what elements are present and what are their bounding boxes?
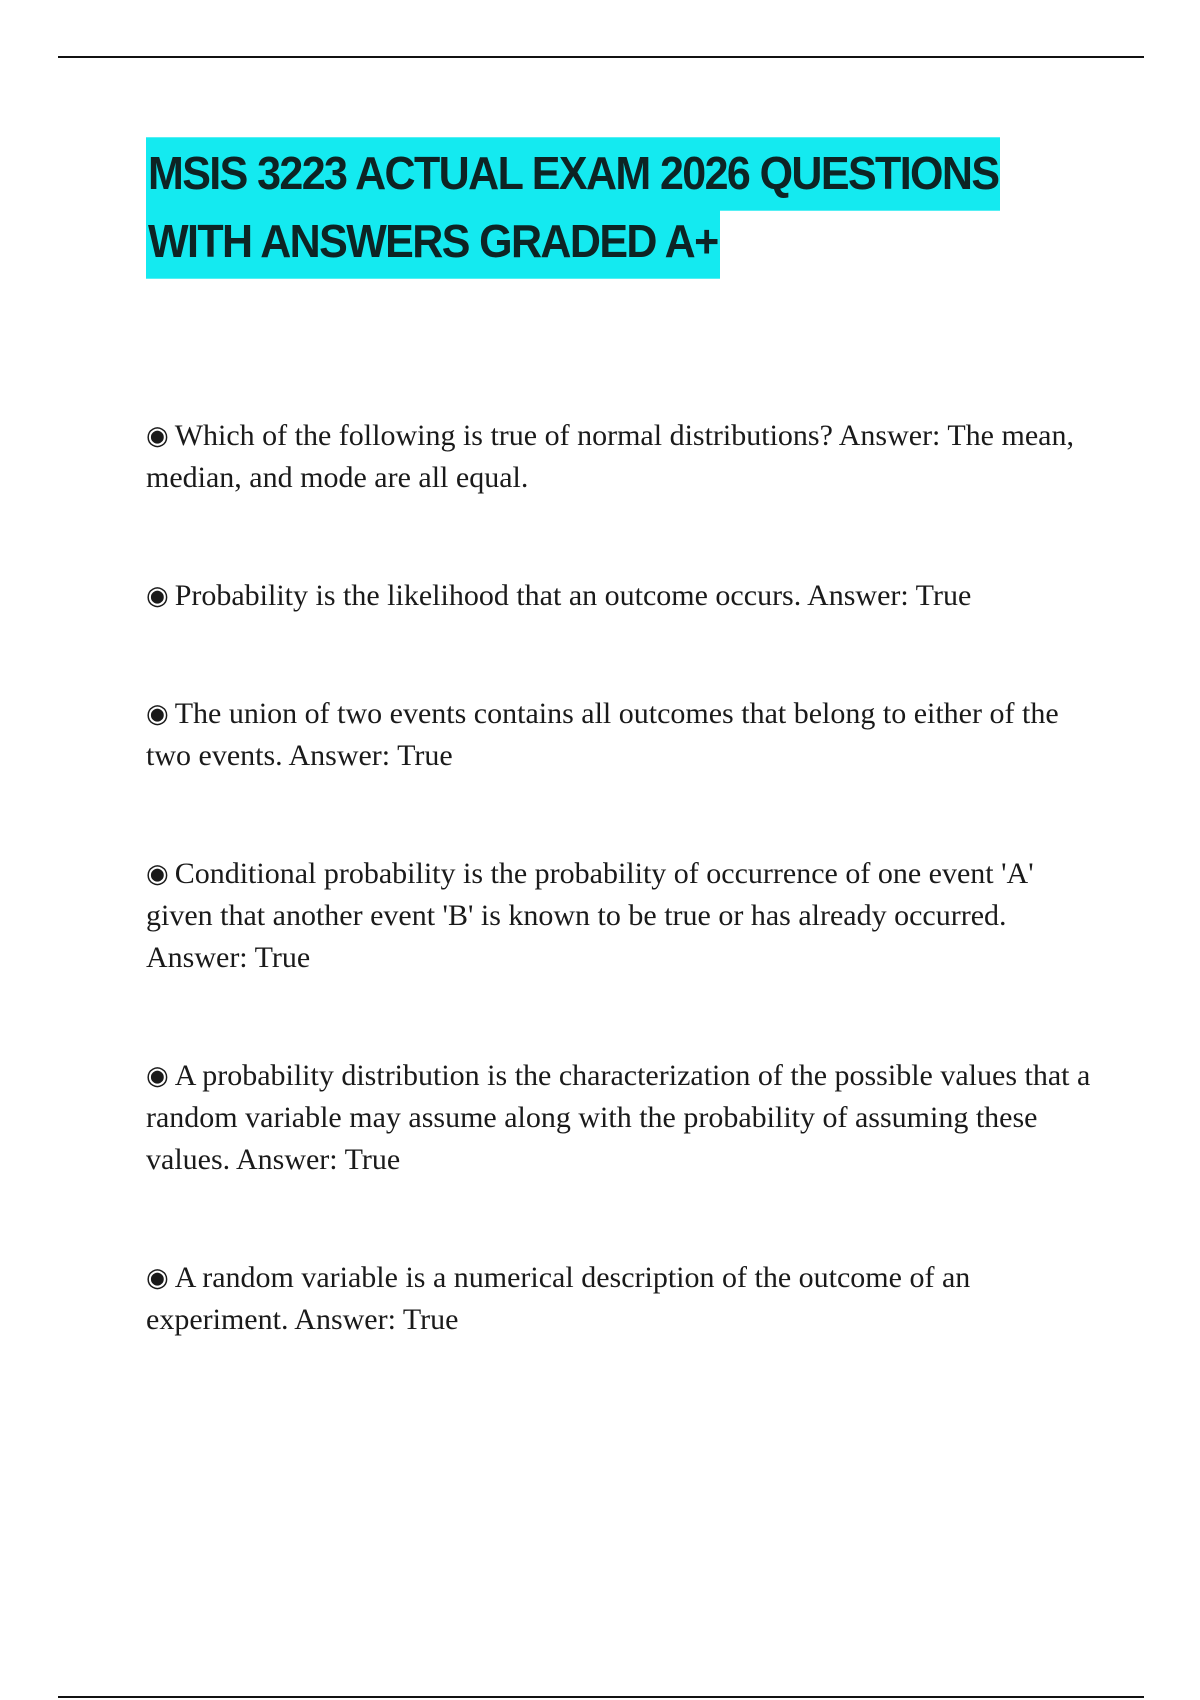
question-text: Probability is the likelihood that an outcome occurs. Answer: True <box>174 579 972 612</box>
top-rule <box>58 56 1144 58</box>
fisheye-bullet-icon: ◉ <box>146 859 169 889</box>
page-title <box>146 140 1106 276</box>
title-line: MSIS 3223 ACTUAL EXAM 2026 QUESTIONS <box>146 137 1000 210</box>
question-item <box>146 1257 1096 1341</box>
fisheye-bullet-icon: ◉ <box>146 421 169 451</box>
question-list <box>146 415 1096 1341</box>
question-text: Conditional probability is the probability of occurrence of one event 'A' given that another event 'B' is known to be true or has already occurred. Answer: True <box>146 857 1034 974</box>
fisheye-bullet-icon: ◉ <box>146 1061 169 1091</box>
question-item <box>146 415 1096 499</box>
title-line: WITH ANSWERS GRADED A+ <box>146 205 720 278</box>
question-item <box>146 1055 1096 1181</box>
fisheye-bullet-icon: ◉ <box>146 699 169 729</box>
question-item <box>146 575 1096 617</box>
question-text: A probability distribution is the characterization of the possible values that a random variable may assume along with the probability of assuming these values. Answer: True <box>146 1059 1091 1176</box>
question-text: The union of two events contains all outcomes that belong to either of the two events. Answer: True <box>146 697 1059 772</box>
question-text: Which of the following is true of normal distributions? Answer: The mean, median, and mode are all equal. <box>146 419 1074 494</box>
bottom-rule <box>58 1696 1144 1698</box>
fisheye-bullet-icon: ◉ <box>146 581 169 611</box>
fisheye-bullet-icon: ◉ <box>146 1263 169 1293</box>
question-text: A random variable is a numerical description of the outcome of an experiment. Answer: True <box>146 1261 971 1336</box>
question-item <box>146 853 1096 979</box>
question-item <box>146 693 1096 777</box>
